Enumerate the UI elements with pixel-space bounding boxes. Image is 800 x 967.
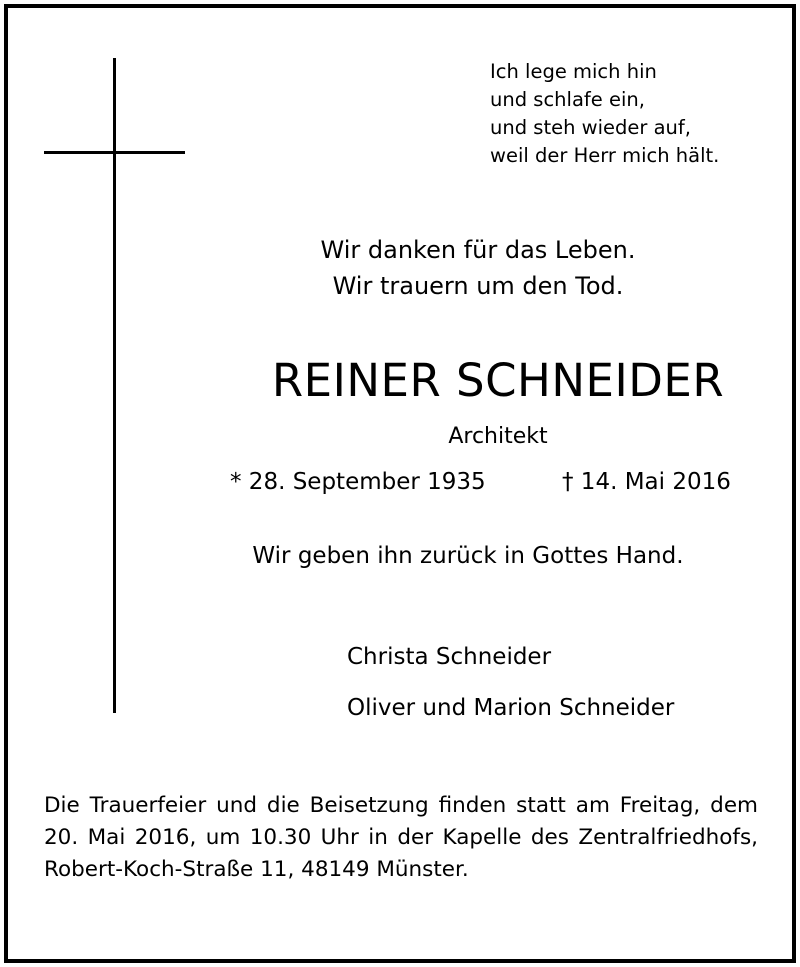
deceased-name: REINER SCHNEIDER [271,354,725,407]
gratitude-line: Wir danken für das Leben. [320,236,636,264]
birth-date: * 28. September 1935 [230,469,486,495]
funeral-info: Die Trauerfeier und die Beisetzung finden statt am Freitag, dem 20. Mai 2016, um 10.30 Uhr in der Kapelle des Zentralfriedhofs, Robert-Koch-Straße 11, 48149 Münster. [44,793,758,882]
poem-line: Ich lege mich hin [490,60,657,83]
mourner-name: Christa Schneider [347,644,552,670]
death-date: † 14. Mai 2016 [562,469,731,495]
gratitude-line: Wir trauern um den Tod. [332,272,624,300]
gratitude-text [228,232,728,304]
poem-verse [490,58,719,170]
mourner-name: Oliver und Marion Schneider [347,695,675,721]
poem-line: weil der Herr mich hält. [490,144,720,167]
deceased-profession: Architekt [448,424,548,449]
obituary-notice [4,4,796,963]
poem-line: und steh wieder auf, [490,116,691,139]
cross-icon-vertical-bar [113,58,116,713]
faith-line: Wir geben ihn zurück in Gottes Hand. [252,543,684,569]
poem-line: und schlafe ein, [490,88,645,111]
cross-icon-horizontal-bar [44,151,185,154]
